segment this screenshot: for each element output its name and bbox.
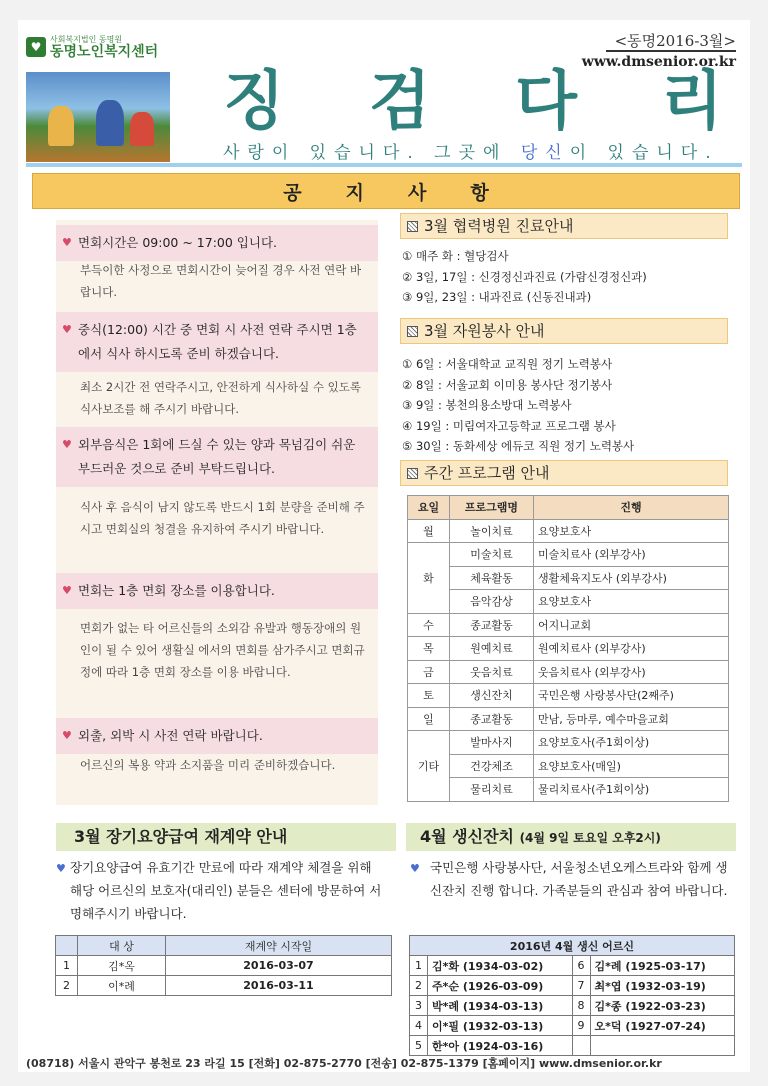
weekly-heading: 주간 프로그램 안내 (400, 460, 728, 486)
center-logo (26, 34, 158, 59)
notice-item-heading: ♥ 면회시간은 09:00 ~ 17:00 입니다. (56, 225, 378, 261)
heart-logo-icon: ♥ (26, 37, 46, 57)
website-url: www.dmsenior.or.kr (581, 54, 736, 70)
program-name-cell: 웃음치료 (450, 660, 534, 684)
table-row: 4 이*필 (1932-03-13) 9 오*덕 (1927-07-24) (410, 1016, 735, 1036)
table-row (408, 543, 729, 567)
newsletter-title (223, 66, 723, 138)
newsletter-page (18, 20, 750, 1072)
day-cell: 수 (408, 613, 450, 637)
program-name-cell: 생신잔치 (450, 684, 534, 708)
contract-table: 대 상 재계약 시작일 1 김*옥 2016-03-07 2 이*례 2016-03-11 (55, 935, 392, 996)
table-row (408, 566, 729, 590)
program-leader-cell: 생활체육지도사 (외부강사) (534, 566, 729, 590)
clinic-list: ① 매주 화 : 혈당검사 ② 3일, 17일 : 신경정신과진료 (가람신경정신과) ③ 9일, 23일 : 내과진료 (신동진내과) (402, 249, 647, 304)
title-char: 다 (515, 65, 577, 139)
hatched-box-icon (407, 326, 418, 337)
volunteer-list: ① 6일 : 서울대학교 교직원 정기 노력봉사 ② 8일 : 서울교회 이미용 봉사단 정기봉사 ③ 9일 : 봉천의용소방대 노력봉사 ④ 19일 : 미림여자고등학교 프로그램 봉사 ⑤ 30일 : 동화세상 에듀코 직원 정기 노력봉사 (402, 357, 635, 453)
program-name-cell: 건강체조 (450, 754, 534, 778)
program-name-cell: 물리치료 (450, 778, 534, 802)
heart-bullet-icon: ♥ (410, 862, 420, 875)
table-row (408, 590, 729, 614)
birthday-table: 2016년 4월 생신 어르신 1 김*화 (1934-03-02) 6 김*례 (1925-03-17) 2 주*순 (1926-03-09) 7 최*엽 (1932-03-19) 3 박*례 (1934-03-13) 8 김*종 (1922-03-23) 4 이*필 (1932-03-13) 9 오*덕 (1927-07-24) 5 한*아 (1924-03-16) (409, 935, 735, 1056)
notice-item-body: 최소 2시간 전 연락주시고, 안전하게 식사하실 수 있도록 식사보조를 해 주시기 바랍니다. (80, 380, 361, 416)
heart-bullet-icon: ♥ (62, 438, 72, 451)
divider (606, 50, 736, 52)
contract-heading: 3월 장기요양급여 재계약 안내 (56, 823, 396, 851)
table-row: 2 이*례 2016-03-11 (56, 976, 392, 996)
hatched-box-icon (407, 221, 418, 232)
title-char: 징 (223, 65, 285, 139)
table-row (408, 519, 729, 543)
table-row (408, 613, 729, 637)
table-row (408, 707, 729, 731)
program-leader-cell: 만남, 등마루, 예수마을교회 (534, 707, 729, 731)
table-row: 3 박*례 (1934-03-13) 8 김*종 (1922-03-23) (410, 996, 735, 1016)
heart-bullet-icon: ♥ (62, 323, 72, 336)
footer-contact: (08718) 서울시 관악구 봉천로 23 라길 15 [전화] 02-875-2770 [전송] 02-875-1379 [홈페이지] www.dmsenior.or.kr (26, 1057, 662, 1070)
program-leader-cell: 미술치료사 (외부강사) (534, 543, 729, 567)
day-cell: 금 (408, 660, 450, 684)
program-name-cell: 음악감상 (450, 590, 534, 614)
table-row (408, 637, 729, 661)
program-leader-cell: 요양보호사(매일) (534, 754, 729, 778)
notice-item-body: 면회가 없는 타 어르신들의 소외감 유발과 행동장애의 원인이 될 수 있어 생활실 에서의 면회를 삼가주시고 면회규정에 따라 1층 면회 장소를 이용 바랍니다. (80, 621, 365, 679)
slogan: 사랑이 있습니다. 그곳에 당신이 있습니다. (223, 143, 719, 163)
program-name-cell: 종교활동 (450, 613, 534, 637)
table-row: 1 김*화 (1934-03-02) 6 김*례 (1925-03-17) (410, 956, 735, 976)
clinic-heading: 3월 협력병원 진료안내 (400, 213, 728, 239)
program-name-cell: 원예치료 (450, 637, 534, 661)
day-cell: 월 (408, 519, 450, 543)
heart-bullet-icon: ♥ (56, 862, 66, 875)
table-row (408, 754, 729, 778)
program-name-cell: 발마사지 (450, 731, 534, 755)
program-leader-cell: 요양보호사 (534, 590, 729, 614)
birthday-text: 국민은행 사랑봉사단, 서울청소년오케스트라와 함께 생신잔치 진행 합니다. 가족분들의 관심과 참여 바랍니다. (430, 860, 728, 898)
heart-bullet-icon: ♥ (62, 584, 72, 597)
table-row: 2 주*순 (1926-03-09) 7 최*엽 (1932-03-19) (410, 976, 735, 996)
table-row: 5 한*아 (1924-03-16) (410, 1036, 735, 1056)
notice-item-heading: ♥ 외부음식은 1회에 드실 수 있는 양과 목넘김이 쉬운 부드러운 것으로 준비 부탁드립니다. (56, 427, 378, 487)
notice-heading: 공 지 사 항 (32, 173, 740, 209)
table-row: 1 김*옥 2016-03-07 (56, 956, 392, 976)
program-name-cell: 체육활동 (450, 566, 534, 590)
program-leader-cell: 요양보호사 (534, 519, 729, 543)
notice-item-heading: ♥ 면회는 1층 면회 장소를 이용합니다. (56, 573, 378, 609)
birthday-heading: 4월 생신잔치 (4월 9일 토요일 오후2시) (406, 823, 736, 851)
day-cell: 목 (408, 637, 450, 661)
logo-org-name: 사회복지법인 동명원 (50, 35, 123, 44)
program-leader-cell: 요양보호사(주1회이상) (534, 731, 729, 755)
program-leader-cell: 원예치료사 (외부강사) (534, 637, 729, 661)
logo-center-name: 동명노인복지센터 (50, 44, 159, 60)
heart-bullet-icon: ♥ (62, 729, 72, 742)
issue-number: <동명2016-3월> (614, 32, 736, 50)
table-row (408, 731, 729, 755)
day-cell: 일 (408, 707, 450, 731)
notice-item-body: 어르신의 복용 약과 소지품을 미리 준비하겠습니다. (80, 758, 336, 772)
day-cell: 토 (408, 684, 450, 708)
program-name-cell: 미술치료 (450, 543, 534, 567)
notice-item-heading: ♥ 중식(12:00) 시간 중 면회 시 사전 연락 주시면 1층에서 식사 하시도록 준비 하겠습니다. (56, 312, 378, 372)
program-name-cell: 종교활동 (450, 707, 534, 731)
day-cell: 기타 (408, 731, 450, 802)
volunteer-heading: 3월 자원봉사 안내 (400, 318, 728, 344)
table-row (408, 660, 729, 684)
title-char: 리 (661, 65, 723, 139)
weekly-program-table: 요일 프로그램명 진행 월 놀이치료 요양보호사 화 미술치료 미술치료사 (외부강사) 체육활동 생활체육지도사 (외부강사) 음악감상 요양보호사 수 종교활동 어지니교회 목 원예치료 원예치료사 (외부강사) 금 웃음치료 웃음치료사 (외부강사) 토 생신잔치 국민은행 사랑봉사단(2째주) 일 종교활동 만남, 등마루, 예수마을교회 기타 발마사지 요양보호사(주1회이상) 건강체조 요양보호사(매일) 물리치료 물리치료사(주1회이상) (407, 495, 729, 802)
header-illustration (26, 72, 170, 162)
table-row (408, 778, 729, 802)
notice-item-body: 식사 후 음식이 남지 않도록 반드시 1회 분량을 준비해 주시고 면회실의 청결을 유지하여 주시기 바랍니다. (80, 500, 365, 536)
program-leader-cell: 국민은행 사랑봉사단(2째주) (534, 684, 729, 708)
hatched-box-icon (407, 468, 418, 479)
program-leader-cell: 어지니교회 (534, 613, 729, 637)
day-cell: 화 (408, 543, 450, 614)
notice-item-heading: ♥ 외출, 외박 시 사전 연락 바랍니다. (56, 718, 378, 754)
heart-bullet-icon: ♥ (62, 236, 72, 249)
divider (26, 163, 742, 167)
notice-item-body: 부득이한 사정으로 면회시간이 늦어질 경우 사전 연락 바랍니다. (80, 263, 362, 299)
title-char: 검 (369, 65, 431, 139)
contract-text: 장기요양급여 유효기간 만료에 따라 재계약 체결을 위해 해당 어르신의 보호자(대리인) 분들은 센터에 방문하여 서명해주시기 바랍니다. (70, 860, 382, 921)
program-name-cell: 놀이치료 (450, 519, 534, 543)
program-leader-cell: 물리치료사(주1회이상) (534, 778, 729, 802)
table-row (408, 684, 729, 708)
program-leader-cell: 웃음치료사 (외부강사) (534, 660, 729, 684)
